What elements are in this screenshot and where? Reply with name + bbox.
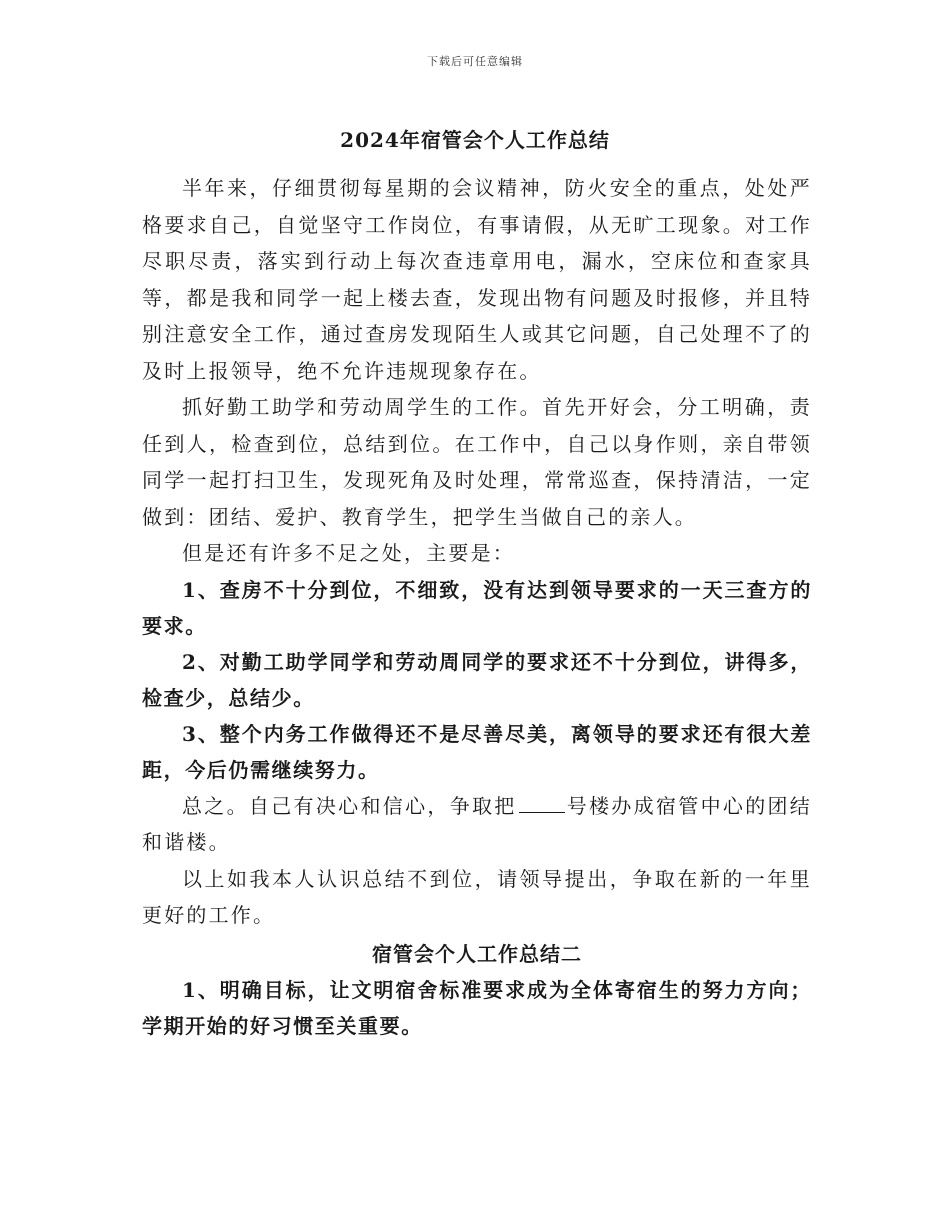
shortcoming-3: 3、整个内务工作做得还不是尽善尽美，离领导的要求还有很大差距，今后仍需继续努力。 — [142, 721, 812, 782]
document-title: 2024年宿管会个人工作总结 — [340, 128, 610, 152]
shortcoming-1: 1、查房不十分到位，不细致，没有达到领导要求的一天三查方的要求。 — [142, 577, 812, 638]
section-2-title: 宿管会个人工作总结二 — [372, 941, 582, 966]
shortcoming-2: 2、对勤工助学同学和劳动周同学的要求还不十分到位，讲得多，检查少，总结少。 — [142, 649, 812, 710]
paragraph-3: 但是还有许多不足之处，主要是： — [182, 541, 515, 565]
fill-in-blank — [519, 794, 565, 813]
paragraph-5: 以上如我本人认识总结不到位，请领导提出，争取在新的一年里更好的工作。 — [142, 866, 812, 927]
paragraph-4-before: 总之。自己有决心和信心，争取把 — [182, 793, 517, 818]
section-2-item-1: 1、明确目标，让文明宿舍标准要求成为全体寄宿生的努力方向；学期开始的好习惯至关重要。 — [142, 978, 812, 1038]
document-body — [142, 170, 812, 1044]
paragraph-1: 半年来，仔细贯彻每星期的会议精神，防火安全的重点，处处严格要求自己，自觉坚守工作岗位，有事请假，从无旷工现象。对工作尽职尽责，落实到行动上每次查违章用电，漏水，空床位和查家具等，都是我和同学一起上楼去查，发现出物有问题及时报修，并且特别注意安全工作，通过查房发现陌生人或其它问题，自己处理不了的及时上报领导，绝不允许违规现象存在。 — [142, 176, 812, 383]
paragraph-4 — [142, 788, 812, 861]
paragraph-4-after: 号楼办成宿管中心的团结和谐楼。 — [142, 793, 813, 854]
paragraph-2: 抓好勤工助学和劳动周学生的工作。首先开好会，分工明确，责任到人，检查到位，总结到位。在工作中，自己以身作则，亲自带领同学一起打扫卫生，发现死角及时处理，常常巡查，保持清洁，一定做到：团结、爱护、教育学生，把学生当做自己的亲人。 — [142, 395, 812, 529]
header-note: 下载后可任意编辑 — [427, 55, 523, 68]
